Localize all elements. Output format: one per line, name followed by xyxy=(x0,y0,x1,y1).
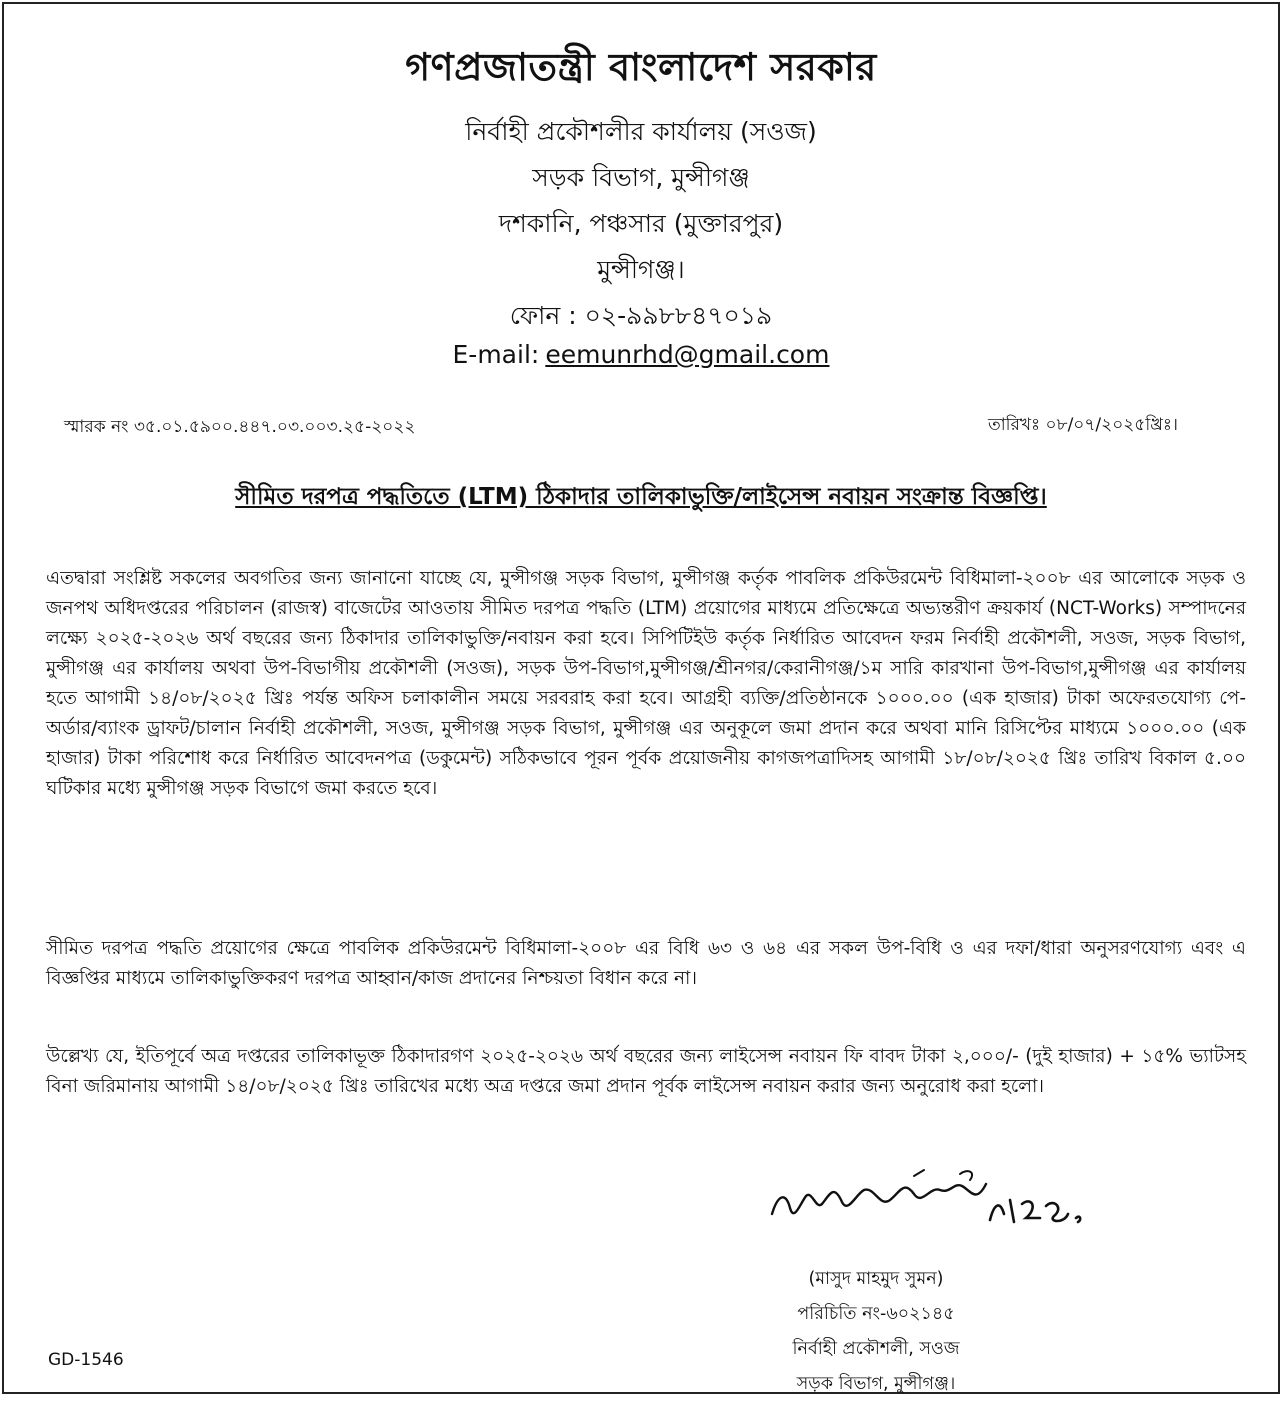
handwritten-signature xyxy=(764,1164,1094,1234)
office-address: দশকানি, পঞ্চসার (মুক্তারপুর) xyxy=(498,209,784,238)
body-paragraph-3: উল্লেখ্য যে, ইতিপূর্বে অত্র দপ্তরের তালিকাভূক্ত ঠিকাদারগণ ২০২৫-২০২৬ অর্থ বছরের জন্য লাইসেন্স নবায়ন ফি বাবদ টাকা ২,০০০/- (দুই হাজার) + ১৫% ভ্যাটসহ বিনা জরিমানায় আগামী ১৪/০৮/২০২৫ খ্রিঃ তারিখের মধ্যে অত্র দপ্তরে জমা প্রদান পূর্বক লাইসেন্স নবায়ন করার জন্য অনুরোধ করা হলো। xyxy=(46,1046,1246,1097)
office-district: মুন্সীগঞ্জ। xyxy=(597,255,685,284)
signatory-id: পরিচিতি নং-৬০২১৪৫ xyxy=(797,1304,955,1324)
signatory-designation: নির্বাহী প্রকৌশলী, সওজ xyxy=(792,1339,960,1359)
signatory-office: সড়ক বিভাগ, মুন্সীগঞ্জ। xyxy=(796,1374,956,1394)
office-name: নির্বাহী প্রকৌশলীর কার্যালয় (সওজ) xyxy=(465,117,817,146)
document-frame xyxy=(2,2,1280,1394)
office-email-line xyxy=(4,340,1278,369)
office-phone: ফোন : ০২-৯৯৮৮৪৭০১৯ xyxy=(509,301,773,330)
notice-subject: সীমিত দরপত্র পদ্ধতিতে (LTM) ঠিকাদার তালিকাভুক্তি/লাইসেন্স নবায়ন সংক্রান্ত বিজ্ঞপ্তি। xyxy=(235,484,1047,510)
memo-number: স্মারক নং ৩৫.০১.৫৯০০.৪৪৭.০৩.০০৩.২৫-২০২২ xyxy=(64,417,416,437)
body-paragraph-2: সীমিত দরপত্র পদ্ধতি প্রয়োগের ক্ষেত্রে পাবলিক প্রকিউরমেন্ট বিধিমালা-২০০৮ এর বিধি ৬৩ ও ৬৪ এর সকল উপ-বিধি ও এর দফা/ধারা অনুসরণযোগ্য এবং এ বিজ্ঞপ্তির মাধ্যমে তালিকাভুক্তিকরণ দরপত্র আহ্বান/কাজ প্রদানের নিশ্চয়তা বিধান করে না। xyxy=(46,938,1246,989)
email-label: E-mail: xyxy=(452,340,540,369)
email-link[interactable]: eemunrhd@gmail.com xyxy=(545,340,830,369)
signatory-block xyxy=(726,1262,1026,1402)
signatory-name: (মাসুদ মাহমুদ সুমন) xyxy=(808,1269,944,1289)
memo-date: তারিখঃ ০৮/০৭/২০২৫খ্রিঃ। xyxy=(987,415,1178,435)
gd-code: GD-1546 xyxy=(48,1350,124,1370)
division-name: সড়ক বিভাগ, মুন্সীগঞ্জ xyxy=(532,163,750,192)
government-title: গণপ্রজাতন্ত্রী বাংলাদেশ সরকার xyxy=(405,45,877,89)
body-paragraph-1: এতদ্বারা সংশ্লিষ্ট সকলের অবগতির জন্য জানানো যাচ্ছে যে, মুন্সীগঞ্জ সড়ক বিভাগ, মুন্সীগঞ্জ কর্তৃক পাবলিক প্রকিউরমেন্ট বিধিমালা-২০০৮ এর আলোকে সড়ক ও জনপথ অধিদপ্তরের পরিচালন (রাজস্ব) বাজেটের আওতায় সীমিত দরপত্র পদ্ধতি (LTM) প্রয়োগের মাধ্যমে প্রতিক্ষেত্রে অভ্যন্তরীণ ক্রয়কার্য (NCT-Works) সম্পাদনের লক্ষ্যে ২০২৫-২০২৬ অর্থ বছরের জন্য ঠিকাদার তালিকাভুক্তি/নবায়ন করা হবে। সিপিটিইউ কর্তৃক নির্ধারিত আবেদন ফরম নির্বাহী প্রকৌশলী, সওজ, সড়ক বিভাগ, মুন্সীগঞ্জ এর কার্যালয় অথবা উপ-বিভাগীয় প্রকৌশলী (সওজ), সড়ক উপ-বিভাগ,মুন্সীগঞ্জ/শ্রীনগর/কেরানীগঞ্জ/১ম সারি কারখানা উপ-বিভাগ,মুন্সীগঞ্জ এর কার্যালয় হতে আগামী ১৪/০৮/২০২৫ খ্রিঃ পর্যন্ত অফিস চলাকালীন সময়ে সরবরাহ করা হবে। আগ্রহী ব্যক্তি/প্রতিষ্ঠানকে ১০০০.০০ (এক হাজার) টাকা অফেরতযোগ্য পে-অর্ডার/ব্যাংক ড্রাফট/চালান নির্বাহী প্রকৌশলী, সওজ, মুন্সীগঞ্জ সড়ক বিভাগ, মুন্সীগঞ্জ এর অনুকূলে জমা প্রদান করে অথবা মানি রিসিপ্টের মাধ্যমে ১০০০.০০ (এক হাজার) টাকা পরিশোধ করে নির্ধারিত আবেদনপত্র (ডকুমেন্ট) সঠিকভাবে পূরন পূর্বক প্রয়োজনীয় কাগজপত্রাদিসহ আগামী ১৮/০৮/২০২৫ খ্রিঃ তারিখ বিকাল ৫.০০ ঘটিকার মধ্যে মুন্সীগঞ্জ সড়ক বিভাগে জমা করতে হবে। xyxy=(46,568,1246,799)
